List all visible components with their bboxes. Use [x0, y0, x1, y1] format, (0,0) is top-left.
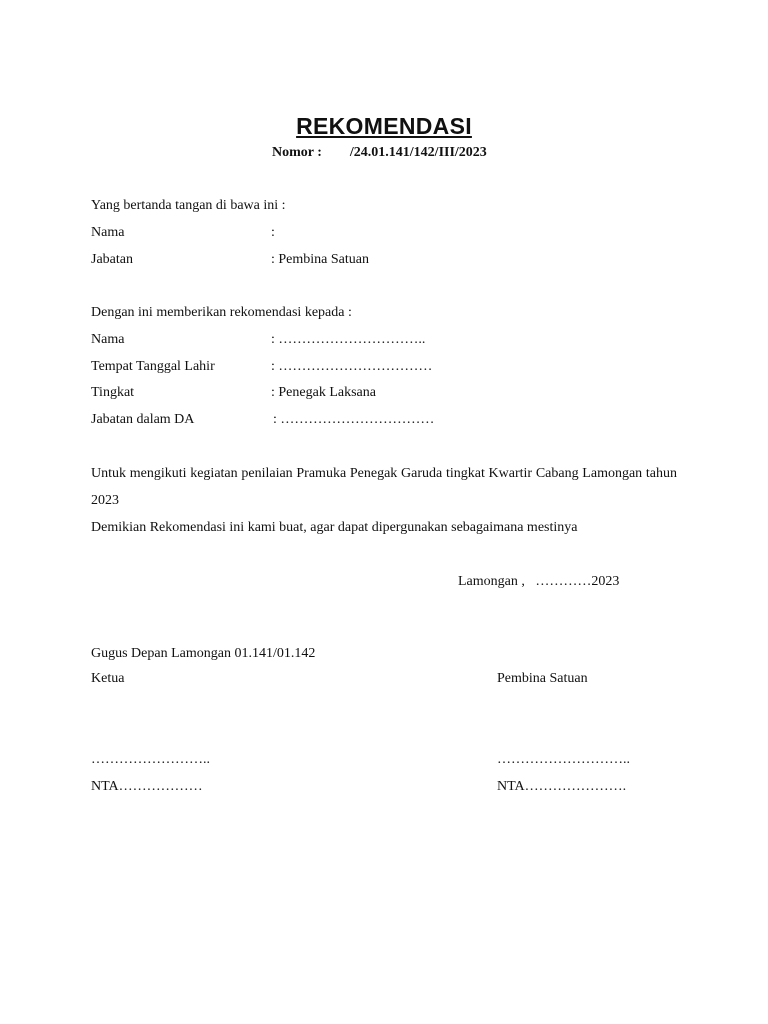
purpose-paragraph: Untuk mengikuti kegiatan penilaian Pramuka Penegak Garuda tingkat Kwartir Cabang Lamongan tahun 2023: [91, 466, 677, 508]
document-number: [272, 145, 487, 161]
document-number-value: /24.01.141/142/III/2023: [349, 145, 487, 160]
left-signature-role: Ketua: [91, 671, 125, 686]
recipient-level-value: : Penegak Laksana: [271, 385, 376, 400]
intro-text: Yang bertanda tangan di bawa ini :: [91, 198, 286, 213]
recipient-position-value: : ……………………………: [273, 412, 435, 427]
organization-name: Gugus Depan Lamongan 01.141/01.142: [91, 646, 316, 661]
document-title: REKOMENDASI: [296, 113, 472, 139]
right-signature-role: Pembina Satuan: [497, 671, 588, 686]
signer-name-label: Nama: [91, 225, 125, 240]
recipient-birth-label: Tempat Tanggal Lahir: [91, 359, 215, 374]
left-signature-name: ……………………..: [91, 752, 210, 767]
recipient-name-value: : …………………………..: [271, 332, 426, 347]
left-signature-nta: NTA………………: [91, 779, 203, 794]
recommend-intro-text: Dengan ini memberikan rekomendasi kepada :: [91, 305, 352, 320]
document-number-label: Nomor :: [272, 145, 322, 160]
recipient-name-label: Nama: [91, 332, 125, 347]
recipient-level-label: Tingkat: [91, 385, 135, 400]
right-signature-name: ………………………..: [497, 752, 630, 767]
right-signature-nta: NTA………………….: [497, 779, 627, 794]
signer-position-value: : Pembina Satuan: [271, 252, 369, 267]
place-date: Lamongan , …………2023: [458, 574, 620, 589]
closing-text: Demikian Rekomendasi ini kami buat, agar dapat dipergunakan sebagaimana mestinya: [91, 520, 578, 535]
recipient-position-label: Jabatan dalam DA: [91, 412, 195, 427]
recipient-birth-value: : ……………………………: [271, 359, 433, 374]
signer-position-label: Jabatan: [91, 252, 133, 267]
signer-name-value: :: [271, 225, 275, 240]
